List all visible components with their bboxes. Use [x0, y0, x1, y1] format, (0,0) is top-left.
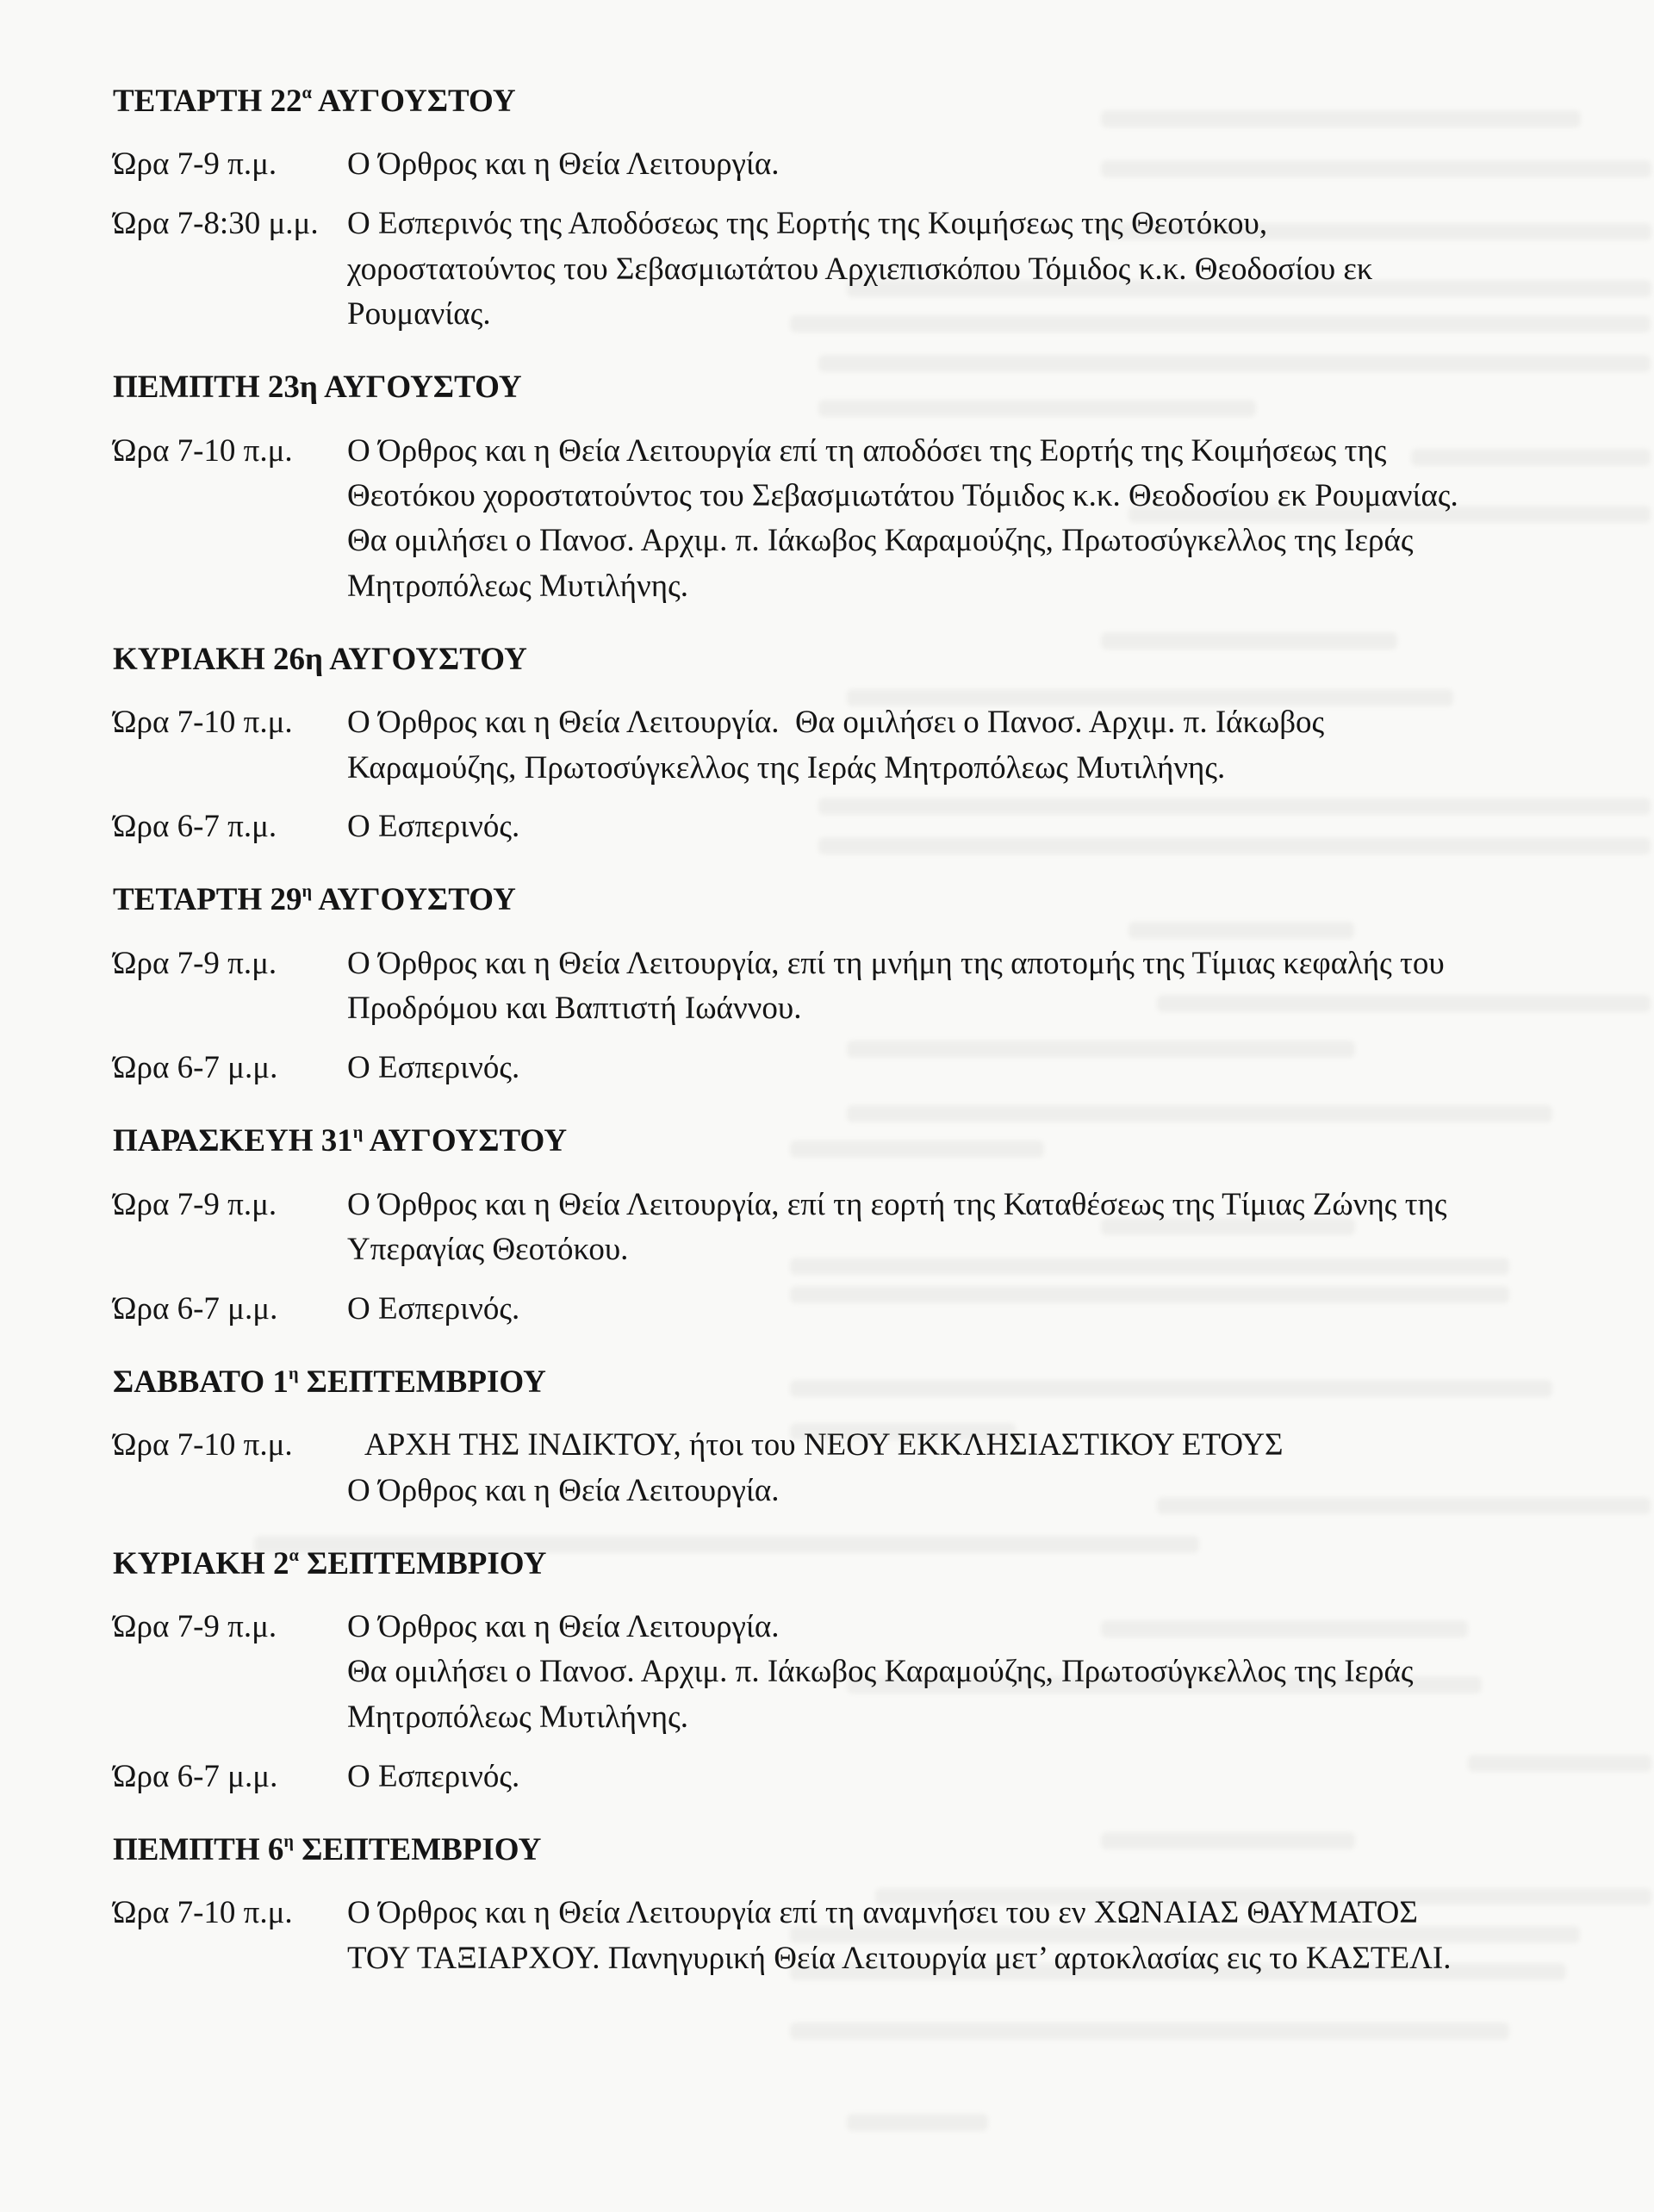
schedule-entry: [113, 429, 1629, 610]
heading-ordinal: η: [288, 1364, 299, 1383]
entry-description: [347, 941, 1445, 1032]
heading-date: ΠΕΜΠΤΗ 6: [113, 1831, 284, 1867]
heading-ordinal: α: [302, 83, 312, 103]
description-line: Υπεραγίας Θεοτόκου.: [347, 1231, 629, 1267]
time-label: Ώρα 7-10 π.μ.: [113, 432, 293, 469]
description-line: Μητροπόλεως Μυτιλήνης.: [347, 1699, 688, 1735]
heading-month: ΑΥΓΟΥΣΤΟΥ: [323, 641, 527, 677]
heading-month: ΣΕΠΤΕΜΒΡΙΟΥ: [298, 1364, 546, 1400]
heading-date: ΚΥΡΙΑΚΗ 26η: [113, 641, 324, 677]
description-line: ΑΡΧΗ ΤΗΣ ΙΝΔΙΚΤΟΥ, ήτοι του ΝΕΟΥ ΕΚΚΛΗΣΙΑΣΤΙΚΟΥ ΕΤΟΥΣ: [364, 1427, 1284, 1463]
description-line: Ο Εσπερινός.: [347, 1290, 520, 1327]
description-line: ΤΟΥ ΤΑΞΙΑΡΧΟΥ. Πανηγυρική Θεία Λειτουργία μετ’ αρτοκλασίας εις το ΚΑΣΤΕΛΙ.: [347, 1940, 1452, 1976]
heading-month: ΑΥΓΟΥΣΤΟΥ: [363, 1123, 568, 1159]
section-heading: [113, 1828, 1629, 1873]
section-heading: [113, 1360, 1629, 1405]
description-line: Μητροπόλεως Μυτιλήνης.: [347, 568, 688, 604]
description-line: Ο Εσπερινός της Αποδόσεως της Εορτής της Κοιμήσεως της Θεοτόκου,: [347, 206, 1268, 242]
description-line: Ο Όρθρος και η Θεία Λειτουργία.: [347, 1472, 780, 1508]
description-line: Ο Όρθρος και η Θεία Λειτουργία επί τη αναμνήσει του εν ΧΩΝΑΙΑΣ ΘΑΥΜΑΤΟΣ: [347, 1895, 1418, 1931]
schedule-entry: [113, 1183, 1629, 1273]
time-label: Ώρα 7-9 π.μ.: [113, 945, 277, 981]
description-line: Καραμούζης, Πρωτοσύγκελλος της Ιεράς Μητροπόλεως Μυτιλήνης.: [347, 749, 1226, 786]
heading-date: ΣΑΒΒΑΤΟ 1: [113, 1364, 289, 1400]
entry-description: [347, 1183, 1447, 1273]
time-label: Ώρα 7-9 π.μ.: [113, 146, 277, 183]
time-label: Ώρα 6-7 μ.μ.: [113, 1290, 278, 1327]
description-line: Ρουμανίας.: [347, 296, 491, 332]
heading-month: ΑΥΓΟΥΣΤΟΥ: [312, 882, 516, 918]
description-line: Θεοτόκου χοροστατούντος του Σεβασμιωτάτου Τόμιδος κ.κ. Θεοδοσίου εκ Ρουμανίας.: [347, 477, 1458, 513]
entry-description: [347, 700, 1324, 791]
heading-ordinal: α: [289, 1545, 299, 1565]
section-thursday-23-august: [113, 365, 1629, 609]
entry-description: [347, 1755, 519, 1799]
heading-month: ΑΥΓΟΥΣΤΟΥ: [311, 84, 516, 119]
section-sunday-2-september: [113, 1542, 1629, 1800]
entry-description: [347, 1423, 1284, 1513]
schedule-entry: [113, 1423, 1629, 1513]
schedule-entry: [113, 805, 1629, 849]
heading-date: ΤΕΤΑΡΤΗ 29: [113, 882, 302, 918]
section-wednesday-22-august: [113, 79, 1629, 338]
heading-ordinal: η: [352, 1122, 364, 1142]
section-friday-31-august: [113, 1119, 1629, 1332]
time-label: Ώρα 6-7 μ.μ.: [113, 1758, 278, 1794]
schedule-entry: [113, 700, 1629, 791]
schedule-entry: [113, 1046, 1629, 1090]
heading-ordinal: η: [302, 882, 313, 902]
description-line: Ο Εσπερινός.: [347, 1050, 520, 1086]
entry-description: [347, 1046, 519, 1090]
time-label: Ώρα 7-10 π.μ.: [113, 1895, 293, 1931]
schedule-entry: [113, 142, 1629, 187]
section-heading: [113, 79, 1629, 124]
schedule-entry: [113, 1287, 1629, 1332]
description-line: Θα ομιλήσει ο Πανοσ. Αρχιμ. π. Ιάκωβος Καραμούζης, Πρωτοσύγκελλος της Ιεράς: [347, 1654, 1414, 1690]
description-line: Θα ομιλήσει ο Πανοσ. Αρχιμ. π. Ιάκωβος Καραμούζης, Πρωτοσύγκελλος της Ιεράς: [347, 523, 1414, 559]
heading-date: ΤΕΤΑΡΤΗ 22: [113, 84, 302, 119]
heading-month: ΣΕΠΤΕΜΒΡΙΟΥ: [298, 1545, 547, 1581]
entry-description: [347, 202, 1373, 337]
description-line: Προδρόμου και Βαπτιστή Ιωάννου.: [347, 991, 802, 1027]
schedule: [113, 79, 1629, 2010]
time-label: Ώρα 7-9 π.μ.: [113, 1609, 277, 1645]
schedule-entry: [113, 1891, 1629, 1981]
time-label: Ώρα 6-7 μ.μ.: [113, 1050, 278, 1086]
heading-ordinal: η: [283, 1831, 294, 1851]
entry-description: [347, 805, 519, 849]
time-label: Ώρα 7-8:30 μ.μ.: [113, 206, 319, 242]
section-heading: [113, 1119, 1629, 1164]
section-saturday-1-september: [113, 1360, 1629, 1513]
entry-description: [347, 1891, 1452, 1981]
section-sunday-26-august: [113, 637, 1629, 850]
heading-date: ΠΑΡΑΣΚΕΥΗ 31: [113, 1123, 353, 1159]
time-label: Ώρα 7-9 π.μ.: [113, 1186, 277, 1222]
entry-description: [347, 1605, 1414, 1740]
entry-description: [347, 1287, 519, 1332]
entry-description: [347, 142, 779, 187]
heading-date: ΚΥΡΙΑΚΗ 2: [113, 1545, 289, 1581]
description-line: Ο Εσπερινός.: [347, 809, 520, 845]
heading-month: ΑΥΓΟΥΣΤΟΥ: [317, 370, 522, 406]
entry-description: [347, 429, 1458, 610]
time-label: Ώρα 7-10 π.μ.: [113, 1427, 293, 1463]
description-line: Ο Εσπερινός.: [347, 1758, 520, 1794]
heading-date: ΠΕΜΠΤΗ 23η: [113, 370, 318, 406]
section-heading: [113, 365, 1629, 410]
description-line: χοροστατούντος του Σεβασμιωτάτου Αρχιεπισκόπου Τόμιδος κ.κ. Θεοδοσίου εκ: [347, 251, 1373, 287]
schedule-entry: [113, 202, 1629, 337]
description-line: Ο Όρθρος και η Θεία Λειτουργία, επί τη μνήμη της αποτομής της Τίμιας κεφαλής του: [347, 945, 1445, 981]
section-thursday-6-september: [113, 1828, 1629, 1981]
time-label: Ώρα 6-7 π.μ.: [113, 809, 277, 845]
section-heading: [113, 1542, 1629, 1587]
description-line: Ο Όρθρος και η Θεία Λειτουργία.: [347, 146, 780, 183]
section-heading: [113, 878, 1629, 923]
description-line: Ο Όρθρος και η Θεία Λειτουργία.: [347, 1609, 780, 1645]
time-label: Ώρα 7-10 π.μ.: [113, 705, 293, 741]
description-line: Ο Όρθρος και η Θεία Λειτουργία επί τη αποδόσει της Εορτής της Κοιμήσεως της: [347, 432, 1387, 469]
section-wednesday-29-august: [113, 878, 1629, 1090]
section-heading: [113, 637, 1629, 682]
heading-month: ΣΕΠΤΕΜΒΡΙΟΥ: [293, 1831, 542, 1867]
schedule-entry: [113, 1755, 1629, 1799]
schedule-entry: [113, 1605, 1629, 1740]
schedule-entry: [113, 941, 1629, 1032]
description-line: Ο Όρθρος και η Θεία Λειτουργία. Θα ομιλήσει ο Πανοσ. Αρχιμ. π. Ιάκωβος: [347, 705, 1325, 741]
description-line: Ο Όρθρος και η Θεία Λειτουργία, επί τη εορτή της Καταθέσεως της Τίμιας Ζώνης της: [347, 1186, 1447, 1222]
